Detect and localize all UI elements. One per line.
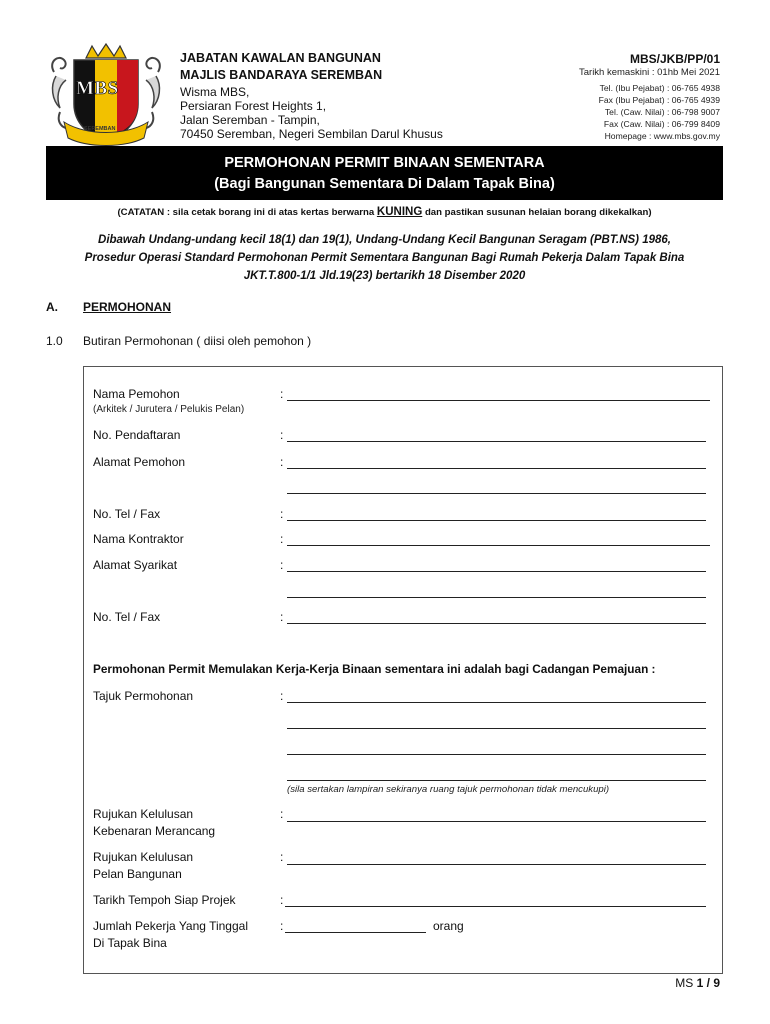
form-subtitle: (Bagi Bangunan Sementara Di Dalam Tapak Bina) [214,176,555,192]
label-tajuk-permohonan: Tajuk Permohonan [93,689,194,703]
colon: : [280,455,284,469]
field-tarikh-tempoh-siap[interactable] [285,906,706,907]
logo-ribbon: SEREMBAN [84,126,116,132]
tajuk-hint: (sila sertakan lampiran sekiranya ruang tajuk permohonan tidak mencukupi) [287,784,610,795]
contact-tel-hq: Tel. (Ibu Pejabat) : 06-765 4938 [599,83,720,93]
label-alamat-pemohon: Alamat Pemohon [93,455,186,469]
field-alamat-pemohon-line-1[interactable] [287,468,706,469]
colon: : [280,558,284,572]
colon: : [280,610,284,624]
label-nama-kontraktor: Nama Kontraktor [93,532,184,546]
section-title: PERMOHONAN [83,300,172,314]
label-pelan-bangunan: Pelan Bangunan [93,867,182,881]
contact-fax-hq: Fax (Ibu Pejabat) : 06-765 4939 [598,95,720,105]
form-ref-code: MBS/JKB/PP/01 [629,52,720,66]
unit-orang: orang [433,919,464,933]
colon: : [280,807,284,821]
field-no-tel-fax-pemohon[interactable] [287,520,706,521]
colon: : [280,689,284,703]
print-note-before: (CATATAN : sila cetak borang ini di atas kertas berwarna [117,207,377,218]
label-nama-pemohon: Nama Pemohon [93,387,180,401]
page-number [675,976,720,990]
label-tarikh-tempoh-siap: Tarikh Tempoh Siap Projek [93,893,236,907]
form-title-bar [46,146,723,200]
field-nama-kontraktor[interactable] [287,545,710,546]
address-line-3: Jalan Seremban - Tampin, [180,113,320,127]
field-rujukan-pelan-bangunan[interactable] [287,864,706,865]
label-rujukan-kelulusan-kebenaran: Rujukan Kelulusan [93,807,194,821]
colon: : [280,532,284,546]
label-kebenaran-merancang: Kebenaran Merancang [93,824,216,838]
field-tajuk-line-1[interactable] [287,702,706,703]
logo-text: MBS [76,78,119,99]
address-line-1: Wisma MBS, [180,85,250,99]
field-no-pendaftaran[interactable] [287,441,706,442]
legal-basis [46,231,723,285]
form-title: PERMOHONAN PERMIT BINAAN SEMENTARA [224,155,545,171]
updated-date: Tarikh kemaskini : 01hb Mei 2021 [579,67,720,78]
field-nama-pemohon[interactable] [287,400,710,401]
colon: : [280,850,284,864]
legal-line-2: Prosedur Operasi Standard Permohonan Permit Sementara Bangunan Bagi Rumah Pekerja Dalam Tapak Bina [84,252,685,264]
field-tajuk-line-2[interactable] [287,728,706,729]
field-no-tel-fax-syarikat[interactable] [287,623,706,624]
colon: : [280,893,284,907]
colon: : [280,919,284,933]
org-name-2: MAJLIS BANDARAYA SEREMBAN [180,68,383,82]
field-jumlah-pekerja[interactable] [285,932,426,933]
label-jumlah-pekerja: Jumlah Pekerja Yang Tinggal [93,919,248,933]
print-note [46,206,723,218]
print-note-colour: KUNING [376,206,423,218]
label-no-tel-fax-pemohon: No. Tel / Fax [93,507,161,521]
label-alamat-syarikat: Alamat Syarikat [93,558,178,572]
field-rujukan-kebenaran-merancang[interactable] [287,821,706,822]
label-nama-pemohon-sub: (Arkitek / Jurutera / Pelukis Pelan) [93,404,245,415]
colon: : [280,507,284,521]
label-no-pendaftaran: No. Pendaftaran [93,428,181,442]
label-rujukan-kelulusan-pelan: Rujukan Kelulusan [93,850,194,864]
subsection-number: 1.0 [46,334,63,348]
field-alamat-pemohon-line-2[interactable] [287,493,706,494]
project-heading: Permohonan Permit Memulakan Kerja-Kerja Binaan sementara ini adalah bagi Cadangan Pemajuan : [93,662,656,676]
field-alamat-syarikat-line-1[interactable] [287,571,706,572]
org-name-1: JABATAN KAWALAN BANGUNAN [180,51,381,65]
print-note-after: dan pastikan susunan helaian borang dikekalkan) [422,207,652,218]
address-line-2: Persiaran Forest Heights 1, [180,99,327,113]
contact-homepage: Homepage : www.mbs.gov.my [604,131,720,141]
colon: : [280,428,284,442]
subsection-title: Butiran Permohonan ( diisi oleh pemohon ) [83,334,312,348]
legal-line-3: JKT.T.800-1/1 Jld.19(23) bertarikh 18 Disember 2020 [243,270,526,282]
section-number: A. [46,300,58,314]
page-count: 1 / 9 [696,976,720,990]
field-alamat-syarikat-line-2[interactable] [287,597,706,598]
address-line-4: 70450 Seremban, Negeri Sembilan Darul Khusus [180,127,443,141]
label-no-tel-fax-syarikat: No. Tel / Fax [93,610,161,624]
field-tajuk-line-3[interactable] [287,754,706,755]
contact-fax-nilai: Fax (Caw. Nilai) : 06-799 8409 [603,119,720,129]
label-di-tapak-bina: Di Tapak Bina [93,936,167,950]
colon: : [280,387,284,401]
page-prefix: MS [675,976,697,990]
field-tajuk-line-4[interactable] [287,780,706,781]
legal-line-1: Dibawah Undang-undang kecil 18(1) dan 19(1), Undang-Undang Kecil Bangunan Seragam (PBT.NS) 1986, [98,234,671,246]
contact-tel-nilai: Tel. (Caw. Nilai) : 06-798 9007 [604,107,720,117]
